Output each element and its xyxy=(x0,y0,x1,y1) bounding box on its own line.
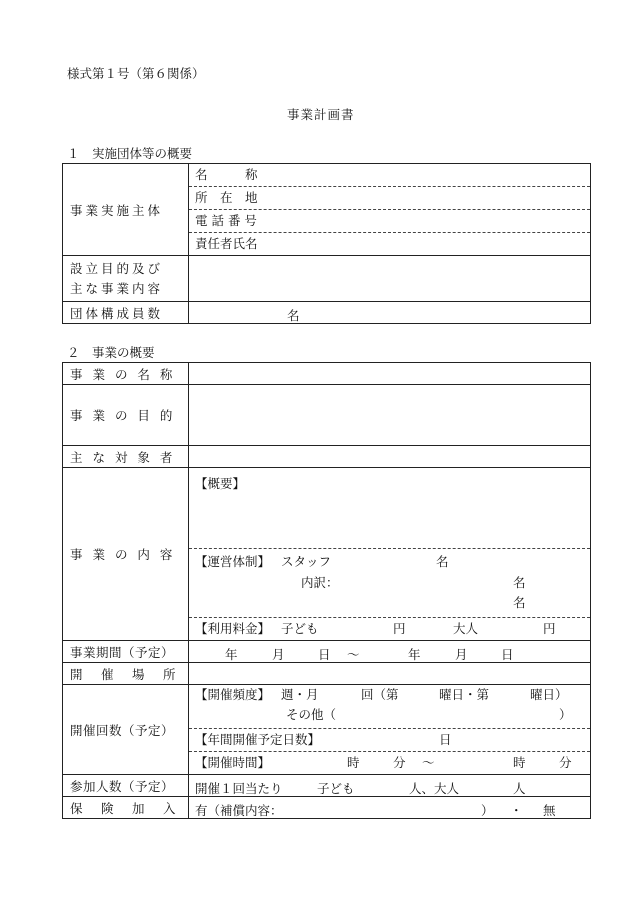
annual-days-area[interactable] xyxy=(189,729,590,752)
breakdown-unit-2: 名 xyxy=(513,595,526,610)
purpose-label-line2: 主な事業内容 xyxy=(70,280,164,296)
content-fields xyxy=(189,468,591,641)
overview-area[interactable] xyxy=(189,468,590,549)
name-field[interactable] xyxy=(189,164,590,187)
project-name-label: 事 業 の 名 称 xyxy=(63,363,189,385)
insurance-text: 有（補償内容： xyxy=(195,803,283,818)
insurance-field[interactable] xyxy=(189,797,591,819)
purpose-field[interactable] xyxy=(189,256,591,302)
hours-area[interactable] xyxy=(189,752,590,774)
other-close: ） xyxy=(559,707,572,722)
staff-text: スタッフ xyxy=(281,554,332,569)
period-tilde: ～ xyxy=(347,647,360,662)
implementer-fields xyxy=(189,164,591,256)
frequency-fields xyxy=(189,685,591,775)
project-purpose-label: 事 業 の 目 的 xyxy=(63,385,189,446)
target-label: 主 な 対 象 者 xyxy=(63,446,189,468)
phone-label: 電 話 番 号 xyxy=(195,213,257,228)
overview-tag: 【概要】 xyxy=(195,476,246,491)
form-number: 様式第１号（第６関係） xyxy=(67,66,205,81)
address-field[interactable] xyxy=(189,187,590,210)
hours-h1: 時 xyxy=(347,755,360,770)
participants-child: 子ども xyxy=(317,781,355,796)
section1-heading: １ 実施団体等の概要 xyxy=(67,146,193,161)
purpose-label-line1: 設立目的及び xyxy=(70,260,164,276)
frequency-weekday-2: 曜日） xyxy=(530,687,568,702)
period-label: 事業期間（予定） xyxy=(63,641,189,663)
annual-days-tag: 【年間開催予定日数】 xyxy=(195,732,321,747)
participants-field[interactable] xyxy=(189,775,591,797)
insurance-none: 無 xyxy=(543,803,556,818)
participants-unit: 人 xyxy=(513,781,526,796)
venue-label: 開 催 場 所 xyxy=(63,663,189,685)
venue-field[interactable] xyxy=(189,663,591,685)
purpose-label xyxy=(63,256,189,302)
project-name-field[interactable] xyxy=(189,363,591,385)
annual-days-unit: 日 xyxy=(439,732,452,747)
frequency-times: 回（第 xyxy=(361,687,399,702)
period-day-2: 日 xyxy=(501,647,514,662)
phone-field[interactable] xyxy=(189,210,590,233)
section2-table xyxy=(62,362,591,819)
fee-yen-1: 円 xyxy=(393,621,406,636)
fee-area[interactable] xyxy=(189,618,590,640)
period-month: 月 xyxy=(272,647,285,662)
document-title: 事業計画書 xyxy=(287,107,355,122)
period-month-2: 月 xyxy=(455,647,468,662)
participants-text: 開催１回当たり xyxy=(195,781,283,796)
representative-field[interactable] xyxy=(189,233,590,255)
members-label: 団体構成員数 xyxy=(63,302,189,324)
staff-area[interactable] xyxy=(189,549,590,618)
participants-mid: 人、大人 xyxy=(409,781,460,796)
period-day: 日 xyxy=(318,647,331,662)
implementer-label: 事業実施主体 xyxy=(63,164,189,256)
breakdown-unit-1: 名 xyxy=(513,575,526,590)
frequency-area[interactable] xyxy=(189,685,590,729)
hours-tilde: ～ xyxy=(422,755,435,770)
section2-heading: ２ 事業の概要 xyxy=(67,345,155,360)
period-field[interactable] xyxy=(189,641,591,663)
hours-h2: 時 xyxy=(513,755,526,770)
fee-tag: 【利用料金】 xyxy=(195,621,271,636)
section1-table xyxy=(62,163,591,324)
address-label: 所 在 地 xyxy=(195,190,258,205)
fee-yen-2: 円 xyxy=(543,621,556,636)
fee-child: 子ども xyxy=(281,621,319,636)
breakdown-text: 内訳： xyxy=(301,575,339,590)
fee-adult: 大人 xyxy=(453,621,479,636)
period-year: 年 xyxy=(225,647,238,662)
period-year-2: 年 xyxy=(408,647,421,662)
hours-m2: 分 xyxy=(559,755,572,770)
members-field[interactable] xyxy=(189,302,591,324)
frequency-tag: 【開催頻度】 xyxy=(195,687,271,702)
frequency-label: 開催回数（予定） xyxy=(63,685,189,775)
staff-unit: 名 xyxy=(436,554,449,569)
target-field[interactable] xyxy=(189,446,591,468)
insurance-label: 保 険 加 入 xyxy=(63,797,189,819)
content-label: 事 業 の 内 容 xyxy=(63,468,189,641)
frequency-text: 週・月 xyxy=(281,687,319,702)
representative-label: 責任者氏名 xyxy=(195,236,258,251)
participants-label: 参加人数（予定） xyxy=(63,775,189,797)
project-purpose-field[interactable] xyxy=(189,385,591,446)
name-label: 名 称 xyxy=(195,167,258,182)
hours-tag: 【開催時間】 xyxy=(195,755,271,770)
other-text: その他（ xyxy=(286,707,337,722)
hours-m1: 分 xyxy=(393,755,406,770)
insurance-dot: ・ xyxy=(510,803,523,818)
staff-tag: 【運営体制】 xyxy=(195,554,271,569)
members-unit: 名 xyxy=(287,308,300,323)
insurance-close: ） xyxy=(481,803,494,818)
frequency-weekday-1: 曜日・第 xyxy=(439,687,490,702)
